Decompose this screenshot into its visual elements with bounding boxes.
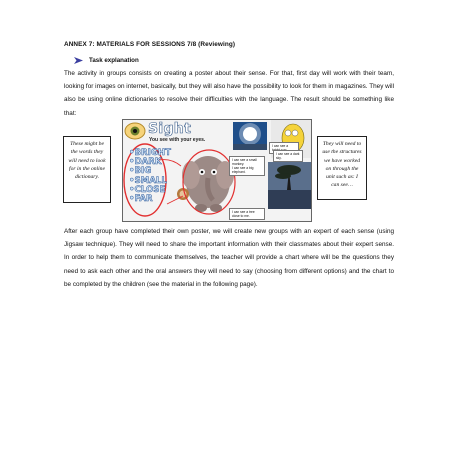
- word-bright: •BRIGHT: [129, 148, 171, 158]
- callout-right: They will need to use the structures we have worked on through the unit such as: I can see…: [317, 136, 367, 200]
- bubble-monkey: I can see a small monkey.: [232, 158, 257, 166]
- bubble-dark: I can see a dark sky.: [273, 150, 303, 162]
- sight-poster: [122, 119, 312, 222]
- arrow-bullet-icon: [74, 57, 83, 64]
- bubble-sun: I can see a: [269, 142, 299, 154]
- annex-heading: ANNEX 7: MATERIALS FOR SESSIONS 7/8 (Reviewing): [64, 41, 236, 48]
- sun-photo: [233, 122, 267, 150]
- eye-icon: [125, 123, 145, 139]
- word-dark: •DARK: [129, 157, 162, 168]
- paragraph-intro: The activity in groups consists on creating a poster about their sense. For that, first day will work with their team, looking for images on internet, basically, but they will also have the possibility to look for them in magazines. They will also be using online dictionaries to resolve their difficulties with the language. The result should be something like that:: [64, 70, 394, 117]
- word-far: •FAR: [129, 194, 153, 205]
- poster-title: Sight: [148, 121, 192, 137]
- task-title: Task explanation: [89, 57, 139, 64]
- sight-word-list: [129, 149, 171, 204]
- word-big: •BIG: [129, 166, 152, 177]
- bubble-tree: I can see a tree close to me.: [229, 208, 265, 220]
- poster-subtitle: You see with your eyes.: [149, 137, 206, 143]
- callout-left: These might be the words they will need to look for in the online dictionary.: [63, 136, 111, 203]
- paragraph-jigsaw: After each group have completed their own poster, we will create new groups with an expert of each sense (using Jigsaw technique). They will need to share the important information with their classmates about their expert sense. In order to help them to communicate themselves, the teacher will provide a chart where will be the questions they need to ask each other and the oral answers they will need to say (choosing from different options) and the chart to be completed by the children (see the material in the following page).: [64, 228, 394, 288]
- word-close: •CLOSE: [129, 184, 166, 195]
- bubble-monkey-elephant: [229, 156, 265, 176]
- word-small: •SMALL: [129, 175, 167, 186]
- bubble-elephant: I can see a big elephant.: [232, 166, 254, 174]
- task-heading-row: [74, 57, 139, 64]
- tree-photo: [268, 162, 311, 209]
